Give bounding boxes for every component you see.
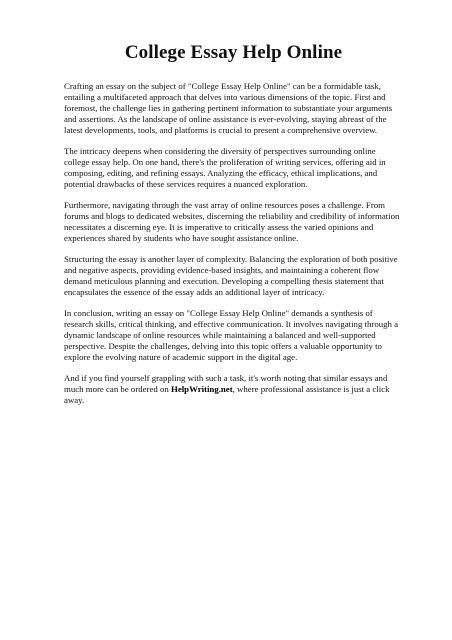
paragraph-5: In conclusion, writing an essay on "College Essay Help Online" demands a synthesis of research skills, critical thinking, and effective communication. It involves navigating through a dynamic landscape of online resources while maintaining a balanced and well-supported perspective. Despite the challenges, delving into this topic offers a valuable opportunity to explore the evolving nature of academic support in the digital age. — [64, 308, 399, 362]
document-title: College Essay Help Online — [124, 42, 343, 63]
closing-text-before: And if you find yourself grappling with such a task, it's worth noting that similar essays and much more can be ordered on — [64, 373, 388, 394]
paragraph-2: The intricacy deepens when considering the diversity of perspectives surrounding online college essay help. On one hand, there's the proliferation of writing services, offering aid in composing, editing, and refining essays. Analyzing the efficacy, ethical implications, and potential drawbacks of these services requires a nuanced exploration. — [64, 146, 386, 189]
closing-paragraph — [64, 373, 403, 406]
paragraph-3: Furthermore, navigating through the vast array of online resources poses a challenge. From forums and blogs to dedicated websites, discerning the reliability and credibility of information necessitates a discerning eye. It is imperative to critically assess the varied opinions and experiences shared by students who have sought assistance online. — [64, 200, 400, 243]
paragraph-4: Structuring the essay is another layer of complexity. Balancing the exploration of both positive and negative aspects, providing evidence-based insights, and maintaining a coherent flow demand meticulous planning and execution. Developing a compelling thesis statement that encapsulates the essence of the essay adds an additional layer of intricacy. — [64, 254, 398, 297]
closing-text-after: , where professional assistance is just a click away. — [64, 384, 390, 405]
paragraph-1: Crafting an essay on the subject of "College Essay Help Online" can be a formidable task, entailing a multifaceted approach that delves into various dimensions of the topic. First and foremost, the challenge lies in gathering pertinent information to substantiate your arguments and assertions. As the landscape of online assistance is ever-evolving, staying abreast of the latest developments, tools, and platforms is crucial to present a comprehensive overview. — [64, 81, 393, 135]
helpwriting-link[interactable]: HelpWriting.net — [170, 384, 233, 394]
